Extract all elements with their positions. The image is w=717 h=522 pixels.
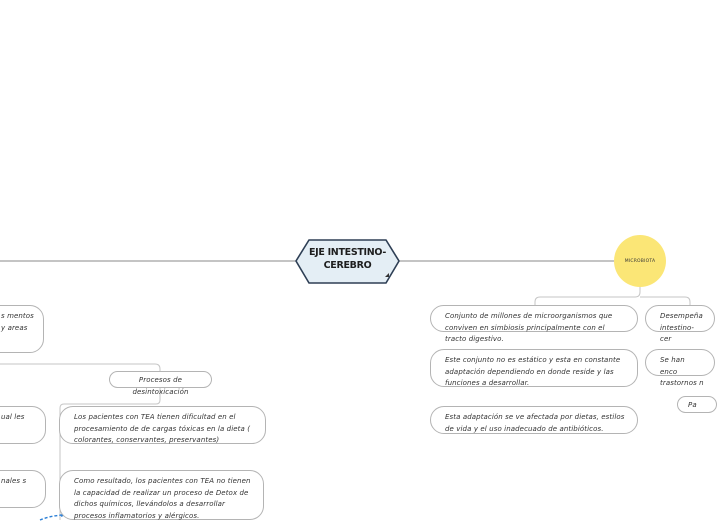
node-text: Los pacientes con TEA tienen dificultad en el procesamiento de de cargas tóxicas en la dieta ( colorantes, conservantes, preservantes) bbox=[74, 413, 251, 444]
node-disorders-partial[interactable] bbox=[645, 349, 715, 387]
node-text: ual les bbox=[1, 413, 25, 421]
node-tea-toxic-load[interactable] bbox=[59, 406, 266, 444]
node-text: Desempeña intestino-cer bbox=[660, 312, 703, 343]
node-microbiota-adaptation[interactable] bbox=[430, 349, 638, 387]
node-left-partial-top[interactable] bbox=[0, 305, 44, 353]
node-text: Esta adaptación se ve afectada por dietas, estilos de vida y el uso inadecuado de antibióticos. bbox=[445, 413, 625, 433]
node-role-partial[interactable] bbox=[645, 305, 715, 343]
node-text: nales s bbox=[1, 477, 27, 485]
node-text: Este conjunto no es estático y esta en constante adaptación dependiendo en donde reside y las funciones a desarrollar. bbox=[445, 356, 621, 387]
node-text: Procesos de desintoxicación bbox=[132, 376, 189, 396]
node-text: Conjunto de millones de microorganismos que conviven en simbiosis principalmente con el tracto digestivo. bbox=[445, 312, 613, 343]
central-node-title: EJE INTESTINO-CEREBRO bbox=[308, 247, 387, 271]
node-microbiota-definition[interactable] bbox=[430, 305, 638, 343]
node-text: Se han enco trastornos n bbox=[660, 356, 704, 387]
node-left-partial-bottom[interactable] bbox=[0, 470, 46, 508]
node-text: Como resultado, los pacientes con TEA no tienen la capacidad de realizar un proceso de Detox de dichos químicos, llevándolos a desarrollar procesos inflamatorios y alérgicos. bbox=[74, 477, 251, 520]
node-detox-processes[interactable] bbox=[109, 371, 212, 396]
microbiota-connector bbox=[535, 287, 690, 305]
relationship-link bbox=[40, 515, 62, 520]
node-partial-pa[interactable] bbox=[677, 396, 717, 413]
node-text: Pa bbox=[688, 401, 697, 409]
node-text: s mentos y areas bbox=[1, 312, 34, 332]
microbiota-node[interactable] bbox=[614, 235, 666, 287]
node-adaptation-factors[interactable] bbox=[430, 406, 638, 434]
microbiota-label: MICROBIOTA bbox=[624, 258, 656, 264]
node-left-partial-mid[interactable] bbox=[0, 406, 46, 444]
node-tea-detox-result[interactable] bbox=[59, 470, 264, 520]
